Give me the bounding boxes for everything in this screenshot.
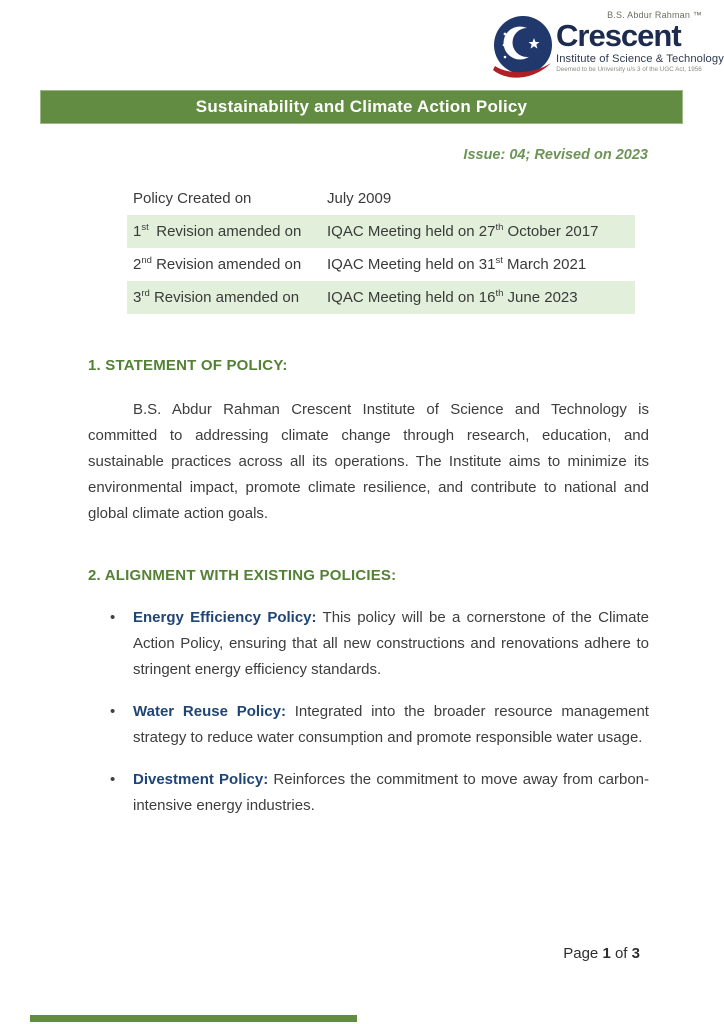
revision-value: July 2009 bbox=[327, 190, 392, 207]
institution-logo bbox=[492, 10, 724, 86]
revision-label: Policy Created on bbox=[133, 190, 252, 207]
footer-accent-bar bbox=[30, 1015, 357, 1022]
page-label: Page bbox=[563, 945, 599, 962]
issue-revision-line: Issue: 04; Revised on 2023 bbox=[463, 147, 648, 163]
policy-bullet-list bbox=[88, 605, 649, 835]
policy-name: Water Reuse Policy: bbox=[133, 703, 286, 720]
section-heading-statement-of-policy: 1. STATEMENT OF POLICY: bbox=[88, 357, 288, 374]
table-row bbox=[127, 248, 635, 281]
crescent-moon-emblem-icon bbox=[492, 14, 554, 91]
table-row bbox=[127, 215, 635, 248]
table-row bbox=[127, 281, 635, 314]
policy-description: Reinforces the commitment to move away from carbon-intensive energy industries. bbox=[133, 771, 649, 814]
revision-value: IQAC Meeting held on 27th October 2017 bbox=[327, 222, 599, 240]
statement-of-policy-paragraph: B.S. Abdur Rahman Crescent Institute of Science and Technology is committed to addressing climate change through research, education, and sustainable practices across all its operations. The Institute aims to minimize its environmental impact, promote climate resilience, and contribute to national and global climate action goals. bbox=[88, 401, 649, 522]
list-item-energy-efficiency-policy bbox=[88, 605, 649, 683]
section-heading-alignment-policies: 2. ALIGNMENT WITH EXISTING POLICIES: bbox=[88, 567, 397, 584]
of-label: of bbox=[610, 945, 632, 962]
policy-description: Integrated into the broader resource management strategy to reduce water consumption and promote responsible water usage. bbox=[133, 703, 649, 746]
current-page-number: 1 bbox=[602, 945, 611, 962]
logo-name: Crescent bbox=[556, 18, 681, 53]
list-item-water-reuse-policy bbox=[88, 699, 649, 751]
policy-name: Divestment Policy: bbox=[133, 771, 269, 788]
revision-label: 1st Revision amended on bbox=[133, 222, 302, 240]
revision-value: IQAC Meeting held on 31st March 2021 bbox=[327, 255, 587, 273]
logo-subtitle: Institute of Science & Technology bbox=[556, 53, 724, 65]
policy-description: This policy will be a cornerstone of the Climate Action Policy, ensuring that all new constructions and renovations adhere to stringent energy efficiency standards. bbox=[133, 609, 649, 678]
policy-name: Energy Efficiency Policy: bbox=[133, 609, 317, 626]
revision-label: 2nd Revision amended on bbox=[133, 255, 302, 273]
revision-value: IQAC Meeting held on 16th June 2023 bbox=[327, 288, 578, 306]
logo-tagline: Deemed to be University u/s 3 of the UGC Act, 1956 bbox=[556, 66, 702, 73]
list-item-divestment-policy bbox=[88, 767, 649, 819]
table-row bbox=[127, 182, 635, 215]
total-page-count: 3 bbox=[631, 945, 640, 962]
page-title: Sustainability and Climate Action Policy bbox=[195, 97, 528, 116]
page-number-footer bbox=[563, 945, 640, 962]
logo-trademark-line: B.S. Abdur Rahman ™ bbox=[607, 10, 702, 20]
logo-text-block bbox=[556, 10, 724, 73]
title-banner bbox=[40, 90, 683, 124]
revision-history-table bbox=[127, 182, 635, 314]
revision-label: 3rd Revision amended on bbox=[133, 288, 300, 306]
